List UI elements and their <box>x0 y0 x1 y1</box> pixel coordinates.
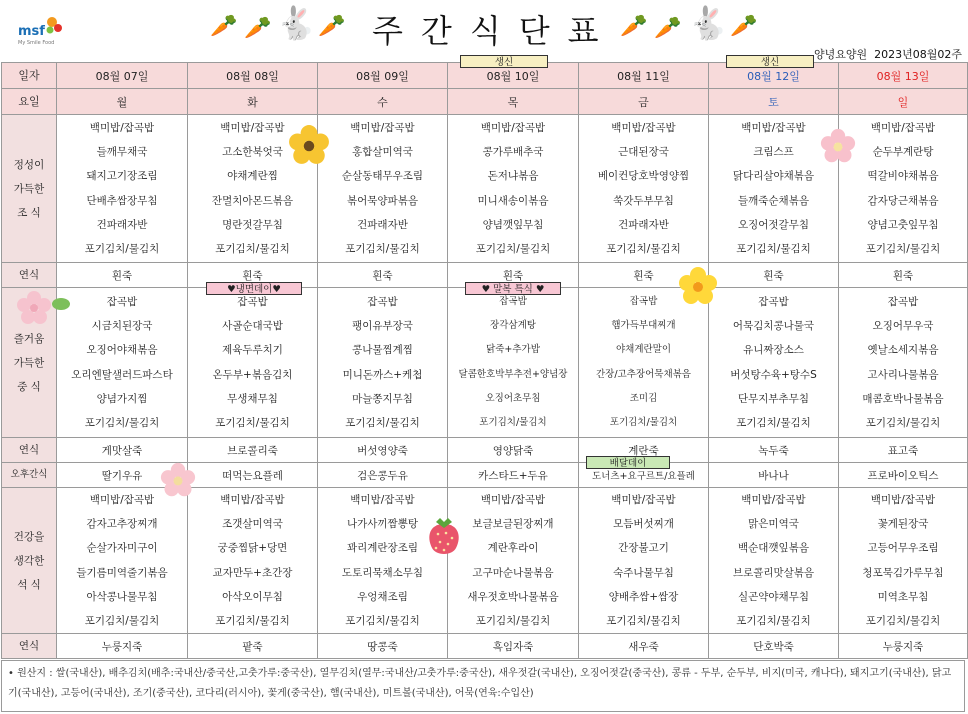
lunch-cell <box>839 288 968 438</box>
lunch-cell <box>188 288 318 438</box>
menu-item: 포기김치/물김치 <box>609 416 678 428</box>
dinner-cell <box>709 488 839 634</box>
menu-item: 미니돈까스+케첩 <box>342 368 423 381</box>
menu-item: 시금치된장국 <box>91 320 153 333</box>
menu-item: 닭다리살야채볶음 <box>732 170 815 183</box>
menu-item: 건파래자반 <box>357 218 408 231</box>
lunch-cell <box>448 288 579 438</box>
page-header <box>0 0 968 62</box>
snack-cell: 도너츠+요구르트/요플레 <box>579 463 709 488</box>
menu-item: 새우젓호박나물볶음 <box>467 590 559 603</box>
menu-item: 백미밥/잡곡밥 <box>89 494 155 506</box>
row-label-dinner <box>2 488 57 634</box>
menu-item: 미역초무침 <box>877 590 929 603</box>
dow-cell: 일 <box>839 89 968 115</box>
menu-item: 포기김치/물김치 <box>606 242 681 255</box>
menu-item: 청포묵김가루무침 <box>862 566 944 579</box>
menu-item: 포기김치/물김치 <box>345 242 420 255</box>
menu-item: 모듬버섯찌개 <box>613 518 674 531</box>
date-cell: 08월 13일 <box>839 63 968 89</box>
lunch-cell <box>57 288 188 438</box>
breakfast-cell <box>57 115 188 263</box>
menu-item: 잡곡밥 <box>367 295 398 308</box>
menu-item: 고구마순나물볶음 <box>472 566 554 579</box>
menu-item: 포기김치/물김치 <box>479 416 547 428</box>
porridge-cell: 계란죽 <box>579 438 709 463</box>
menu-item: 야채계란말이 <box>615 344 672 356</box>
menu-item: 오리엔탈샐러드파스타 <box>71 368 173 381</box>
menu-item: 포기김치/물김치 <box>345 416 420 429</box>
menu-item: 오징어무우국 <box>872 320 934 333</box>
menu-item: 숙주나물무침 <box>613 566 674 579</box>
menu-item: 볶어묵양파볶음 <box>346 194 418 207</box>
menu-item: 아삭오이무침 <box>222 590 283 603</box>
label-line: 석 식 <box>17 578 41 591</box>
menu-item: 포기김치/물김치 <box>606 615 681 628</box>
menu-item: 쑥갓두부무침 <box>613 194 674 207</box>
menu-item: 잡곡밥 <box>629 295 658 307</box>
menu-item: 마늘쫑지무침 <box>352 392 413 405</box>
dow-cell: 수 <box>318 89 448 115</box>
porridge-cell: 녹두죽 <box>709 438 839 463</box>
lunch-cell <box>709 288 839 438</box>
menu-item: 백미밥/잡곡밥 <box>350 121 415 134</box>
menu-item: 교자만두+초간장 <box>212 566 293 579</box>
label-line: 건강을 <box>13 530 45 543</box>
menu-item: 양념깻잎무침 <box>482 218 544 231</box>
label-line: 즐거움 <box>13 332 45 345</box>
carrot-icon: 🥕 <box>730 14 758 39</box>
menu-item: 아삭콩나물무침 <box>86 590 158 603</box>
menu-item: 잡곡밥 <box>887 295 919 308</box>
porridge-cell: 흰죽 <box>318 263 448 288</box>
menu-item: 백미밥/잡곡밥 <box>220 121 285 134</box>
menu-item: 닭죽+추가밥 <box>486 344 540 356</box>
label-line: 중 식 <box>17 380 41 393</box>
carrot-icon: 🥕 <box>210 14 238 39</box>
menu-item: 포기김치/물김치 <box>736 416 811 429</box>
row-label-porridge: 연식 <box>2 438 57 463</box>
menu-item: 오징어야채볶음 <box>86 344 158 357</box>
porridge-cell: 흑임자죽 <box>448 634 579 659</box>
menu-item: 포기김치/물김치 <box>215 416 290 429</box>
label-line: 정성이 <box>13 158 45 171</box>
snack-cell: 떠먹는요플레 <box>188 463 318 488</box>
menu-item: 양념고춧잎무침 <box>867 218 939 231</box>
porridge-cell: 표고죽 <box>839 438 968 463</box>
menu-item: 건파래자반 <box>96 218 148 231</box>
menu-item: 순살가자미구이 <box>86 542 158 555</box>
menu-item: 오징어젓갈무침 <box>737 218 809 231</box>
menu-item: 순두부계란탕 <box>872 146 934 159</box>
row-label-date: 일자 <box>2 63 57 89</box>
menu-item: 간장/고추장어묵채볶음 <box>596 368 691 380</box>
dow-cell: 화 <box>188 89 318 115</box>
menu-item: 포기김치/물김치 <box>215 615 290 628</box>
menu-item: 조갯살미역국 <box>222 518 283 531</box>
dinner-cell <box>448 488 579 634</box>
date-cell: 08월 08일 <box>188 63 318 89</box>
porridge-cell: 흰죽 <box>709 263 839 288</box>
menu-item: 장각삼계탕 <box>490 320 536 332</box>
menu-item: 꽃게된장국 <box>877 518 929 531</box>
menu-item: 포기김치/물김치 <box>475 615 551 628</box>
date-cell: 08월 07일 <box>57 63 188 89</box>
logo-text: msf <box>18 24 45 39</box>
menu-item: 명란젓갈무침 <box>222 218 283 231</box>
lunch-cell <box>579 288 709 438</box>
menu-item: 포기김치/물김치 <box>865 615 941 628</box>
menu-item: 들깨무채국 <box>96 146 148 159</box>
lunch-cell <box>318 288 448 438</box>
lunch-row <box>2 288 968 438</box>
date-cell: 08월 12일 <box>709 63 839 89</box>
carrot-icon: 🥕 <box>620 14 648 39</box>
menu-item: 포기김치/물김치 <box>84 242 160 255</box>
row-label-porridge: 연식 <box>2 263 57 288</box>
menu-item: 포기김치/물김치 <box>736 242 811 255</box>
menu-item: 오징어초무침 <box>485 392 541 404</box>
breakfast-cell <box>709 115 839 263</box>
menu-item: 미니새송이볶음 <box>477 194 549 207</box>
dow-cell: 금 <box>579 89 709 115</box>
menu-item: 잡곡밥 <box>499 295 527 307</box>
date-cell: 08월 10일 <box>448 63 579 89</box>
snack-row <box>2 463 968 488</box>
menu-item: 무생채무침 <box>227 392 278 405</box>
menu-item: 포기김치/물김치 <box>736 615 811 628</box>
label-line: 생각한 <box>13 554 45 567</box>
porridge-cell: 영양닭죽 <box>448 438 579 463</box>
menu-item: 백미밥/잡곡밥 <box>611 121 676 134</box>
dinner-cell <box>188 488 318 634</box>
menu-item: 꽈리계란장조림 <box>346 542 418 555</box>
porridge-cell: 새우죽 <box>579 634 709 659</box>
evening-porridge-row <box>2 634 968 659</box>
porridge-cell: 누룽지죽 <box>839 634 968 659</box>
snack-cell: 프로바이오틱스 <box>839 463 968 488</box>
menu-item: 포기김치/물김치 <box>215 242 290 255</box>
menu-item: 백미밥/잡곡밥 <box>611 494 676 506</box>
menu-item: 사골순대국밥 <box>222 320 283 333</box>
menu-item: 감자고추장찌개 <box>86 518 158 531</box>
menu-item: 건파래자반 <box>618 218 669 231</box>
porridge-cell: 버섯영양죽 <box>318 438 448 463</box>
row-label-dow: 요일 <box>2 89 57 115</box>
menu-item: 순살동태무우조림 <box>341 170 424 183</box>
menu-item: 궁중찜닭+당면 <box>217 542 288 555</box>
menu-item: 보글보글된장찌개 <box>472 518 554 531</box>
menu-item: 양배추쌈+쌈장 <box>608 590 679 603</box>
porridge-cell: 흰죽 <box>839 263 968 288</box>
menu-item: 맑은미역국 <box>748 518 799 531</box>
porridge-cell: 땅콩죽 <box>318 634 448 659</box>
birthday-tag: 생신 <box>726 55 814 68</box>
rabbit-icon: 🐇 <box>276 4 316 42</box>
carrot-icon: 🥕 <box>654 16 682 41</box>
menu-item: 콩나물찜계찜 <box>352 344 413 357</box>
menu-item: 조미김 <box>629 392 658 404</box>
breakfast-cell <box>839 115 968 263</box>
menu-item: 어묵김치콩나물국 <box>732 320 815 333</box>
dinner-cell <box>57 488 188 634</box>
menu-item: 간장불고기 <box>618 542 669 555</box>
menu-item: 팽이유부장국 <box>352 320 413 333</box>
page-title: 주간식단표 <box>372 12 617 50</box>
menu-item: 잡곡밥 <box>758 295 789 308</box>
menu-item: 옛날소세지볶음 <box>867 344 939 357</box>
logo-subtext: My Smile Food <box>18 40 55 46</box>
dow-cell: 토 <box>709 89 839 115</box>
menu-item: 백미밥/잡곡밥 <box>350 494 415 506</box>
rabbit-icon: 🐇 <box>688 4 728 42</box>
snack-cell: 딸기우유 <box>57 463 188 488</box>
dinner-cell <box>839 488 968 634</box>
breakfast-cell <box>318 115 448 263</box>
porridge-cell: 팥죽 <box>188 634 318 659</box>
dinner-row <box>2 488 968 634</box>
menu-item: 고사리나물볶음 <box>867 368 939 381</box>
menu-item: 백미밥/잡곡밥 <box>741 121 806 134</box>
porridge-cell: 브로콜리죽 <box>188 438 318 463</box>
pink-flower-icon <box>160 462 196 498</box>
menu-item: 포기김치/물김치 <box>865 416 941 429</box>
menu-item: 실곤약야채무침 <box>737 590 809 603</box>
menu-item: 나가사끼짬뽕탕 <box>346 518 418 531</box>
yellow-flower-icon <box>288 124 330 166</box>
menu-item: 백미밥/잡곡밥 <box>870 494 936 506</box>
porridge-cell: 흰죽 <box>448 263 579 288</box>
menu-item: 달콤한호박부추전+양념장 <box>458 368 568 380</box>
menu-item: 야채계란찜 <box>227 170 278 183</box>
menu-item: 고등어무우조림 <box>867 542 939 555</box>
menu-item: 유니짜장소스 <box>743 344 804 357</box>
week-label: 2023년08월02주 <box>874 48 962 61</box>
menu-item: 포기김치/물김치 <box>84 615 160 628</box>
menu-item: 제육두루치기 <box>222 344 283 357</box>
carrot-icon: 🥕 <box>244 16 272 41</box>
menu-item: 단배추쌈장무침 <box>86 194 158 207</box>
porridge-cell: 게맛살죽 <box>57 438 188 463</box>
menu-item: 근대된장국 <box>618 146 669 159</box>
pink-flower-icon <box>16 290 72 326</box>
menu-item: 고소한북엇국 <box>222 146 283 159</box>
snack-cell: 카스타드+두유 <box>448 463 579 488</box>
menu-item: 돼지고기장조림 <box>86 170 158 183</box>
delivery-day-tag: 배달데이 <box>586 456 670 469</box>
menu-item: 백미밥/잡곡밥 <box>741 494 806 506</box>
yellow-flower-icon <box>676 266 720 306</box>
menu-item: 양념가지찜 <box>96 392 148 405</box>
menu-item: 잡곡밥 <box>106 295 138 308</box>
menu-item: 우엉채조림 <box>357 590 408 603</box>
pink-flower-icon <box>820 128 856 164</box>
institution-name: 양녕요양원 <box>813 48 868 61</box>
breakfast-cell <box>448 115 579 263</box>
special-day-tag: ♥ 말복 특식 ♥ <box>465 282 561 295</box>
porridge-cell: 흰죽 <box>57 263 188 288</box>
label-line: 조 식 <box>17 206 41 219</box>
menu-item: 포기김치/물김치 <box>475 242 551 255</box>
strawberry-icon <box>424 514 464 560</box>
breakfast-cell <box>579 115 709 263</box>
menu-item: 백미밥/잡곡밥 <box>480 121 546 134</box>
row-label-breakfast <box>2 115 57 263</box>
porridge-cell: 흰죽 <box>579 263 709 288</box>
porridge-cell: 흰죽 <box>188 263 318 288</box>
menu-item: 매콤호박나물볶음 <box>862 392 944 405</box>
menu-item: 들깨죽순채볶음 <box>737 194 809 207</box>
menu-item: 계란후라이 <box>487 542 539 555</box>
dinner-cell <box>318 488 448 634</box>
menu-item: 백미밥/잡곡밥 <box>870 121 936 134</box>
date-cell: 08월 11일 <box>579 63 709 89</box>
menu-item: 돈저냐볶음 <box>487 170 539 183</box>
dow-cell: 월 <box>57 89 188 115</box>
menu-item: 포기김치/물김치 <box>865 242 941 255</box>
menu-item: 콩가루배추국 <box>482 146 544 159</box>
menu-item: 홍합살미역국 <box>352 146 413 159</box>
menu-item: 도토리묵채소무침 <box>341 566 424 579</box>
snack-cell: 검은콩두유 <box>318 463 448 488</box>
menu-item: 잔멸치아몬드볶음 <box>211 194 294 207</box>
birthday-tag: 생신 <box>460 55 548 68</box>
special-day-tag: ♥냉면데이♥ <box>206 282 302 295</box>
lunch-porridge-row <box>2 438 968 463</box>
date-cell: 08월 09일 <box>318 63 448 89</box>
menu-item: 포기김치/물김치 <box>84 416 160 429</box>
menu-item: 들기름미역줄기볶음 <box>76 566 168 579</box>
row-label-snack: 오후간식 <box>2 463 57 488</box>
menu-item: 백미밥/잡곡밥 <box>89 121 155 134</box>
menu-item: 포기김치/물김치 <box>345 615 420 628</box>
porridge-cell: 누룽지죽 <box>57 634 188 659</box>
row-label-porridge: 연식 <box>2 634 57 659</box>
dow-cell: 목 <box>448 89 579 115</box>
menu-item: 백순대깻잎볶음 <box>737 542 809 555</box>
dow-row <box>2 89 968 115</box>
menu-item: 단무지부추무침 <box>737 392 809 405</box>
menu-item: 감자당근채볶음 <box>867 194 939 207</box>
menu-item: 크림스프 <box>753 146 794 159</box>
menu-item: 잡곡밥 <box>237 295 268 308</box>
menu-item: 버섯탕수육+탕수S <box>730 368 817 381</box>
label-line: 가득한 <box>13 182 45 195</box>
dinner-cell <box>579 488 709 634</box>
menu-item: 햄가득부대찌개 <box>611 320 676 332</box>
menu-item: 백미밥/잡곡밥 <box>220 494 285 506</box>
menu-item: 베이컨당호박영양찜 <box>597 170 690 183</box>
institution-date <box>814 46 962 62</box>
menu-item: 떡갈비야채볶음 <box>867 170 939 183</box>
label-line: 가득한 <box>13 356 45 369</box>
menu-item: 백미밥/잡곡밥 <box>480 494 546 506</box>
menu-item: 브로콜리맛살볶음 <box>732 566 815 579</box>
menu-item: 온두부+볶음김치 <box>212 368 293 381</box>
porridge-cell: 단호박죽 <box>709 634 839 659</box>
carrot-icon: 🥕 <box>318 14 346 39</box>
origin-note: • 원산지 : 쌀(국내산), 배추김치(배추:국내산/중국산,고춧가루:중국산), 열무김치(열무:국내산/고춧가루:중국산), 새우젓갈(국내산), 오징어젓갈(중국산), 콩류 - 두부, 순두부, 비지(미국, 캐나다), 돼지고기(국내산), 닭고기(국내산), 고등어(국내산), 조기(중국산), 코다리(러시아), 꽃게(중국산), 햄(국내산), 미트볼(국내산), 어묵(연육:수입산) <box>1 660 965 712</box>
snack-cell: 바나나 <box>709 463 839 488</box>
